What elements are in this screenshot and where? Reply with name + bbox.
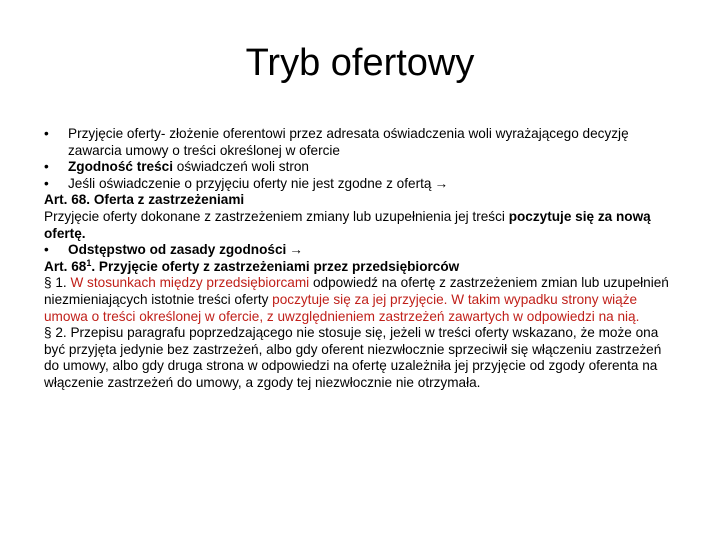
bullet-text: oświadczeń woli stron <box>173 159 309 175</box>
bullet-icon: • <box>44 159 49 175</box>
article-68-text: Przyjęcie oferty dokonane z zastrzeżeniem zmiany lub uzupełnienia jej treści poczytuje się za nową ofertę. <box>44 208 651 241</box>
bullet-bold-text: Odstępstwo od zasady zgodności <box>68 242 287 258</box>
red-text: W stosunkach między przedsiębiorcami <box>70 275 310 291</box>
article-68-bold: poczytuje się za nową ofertę. <box>44 208 651 241</box>
bullet-item-deviation <box>44 242 680 259</box>
red-text: poczytuje się za jej przyjęcie. W takim wypadku strony wiąże umowa o treści określonej w ofercie, z uwzględnieniem zastrzeżeń zawartych w odpowiedzi na nią. <box>44 291 640 324</box>
bullet-item-acceptance <box>44 126 680 159</box>
paragraph-2: § 2. Przepisu paragrafu poprzedzającego nie stosuje się, jeżeli w treści oferty wskazano, że może ona być przyjęta jedynie bez zastrzeżeń, albo gdy oferent niezwłocznie sprzeciwił się włączeniu zastrzeżeń do umowy, albo gdy druga strona w odpowiedzi na ofertę uzależniła jej przyjęcie od zgody oferenta na włączenie zastrzeżeń do umowy, a zgody tej niezwłocznie nie otrzymała. <box>44 325 662 390</box>
article-68-heading: Art. 68. Oferta z zastrzeżeniami <box>44 192 245 208</box>
paragraph-1: § 1. W stosunkach między przedsiębiorcami odpowiedź na ofertę z zastrzeżeniem zmian lub uzupełnień niezmieniających istotnie treści oferty poczytuje się za jej przyjęcie. W takim wypadku strony wiąże umowa o treści określonej w ofercie, z uwzględnieniem zastrzeżeń zawartych w odpowiedzi na nią. <box>44 275 669 324</box>
bullet-item-consistency <box>44 159 680 176</box>
bullet-bold-text: Zgodność treści <box>68 159 173 175</box>
article-68-1-heading: Art. $68^1$. Przyjęcie oferty z zastrzeżeniami przez przedsiębiorców <box>44 257 460 274</box>
bullet-item-inconsistent <box>44 176 680 193</box>
slide-title: Tryb ofertowy <box>245 42 475 84</box>
bullet-icon: • <box>44 242 49 258</box>
bullet-icon: • <box>44 126 49 141</box>
right-arrow-icon: → <box>434 175 449 191</box>
right-arrow-icon: → <box>289 242 303 258</box>
bullet-text: Przyjęcie oferty- złożenie oferentowi przez adresata oświadczenia woli wyrażającego decyzję zawarcia umowy o treści określonej w ofercie <box>68 126 629 158</box>
bullet-icon: • <box>44 175 49 191</box>
bullet-text: Jeśli oświadczenie o przyjęciu oferty nie jest zgodne z ofertą <box>68 175 432 191</box>
slide-body <box>44 126 680 392</box>
